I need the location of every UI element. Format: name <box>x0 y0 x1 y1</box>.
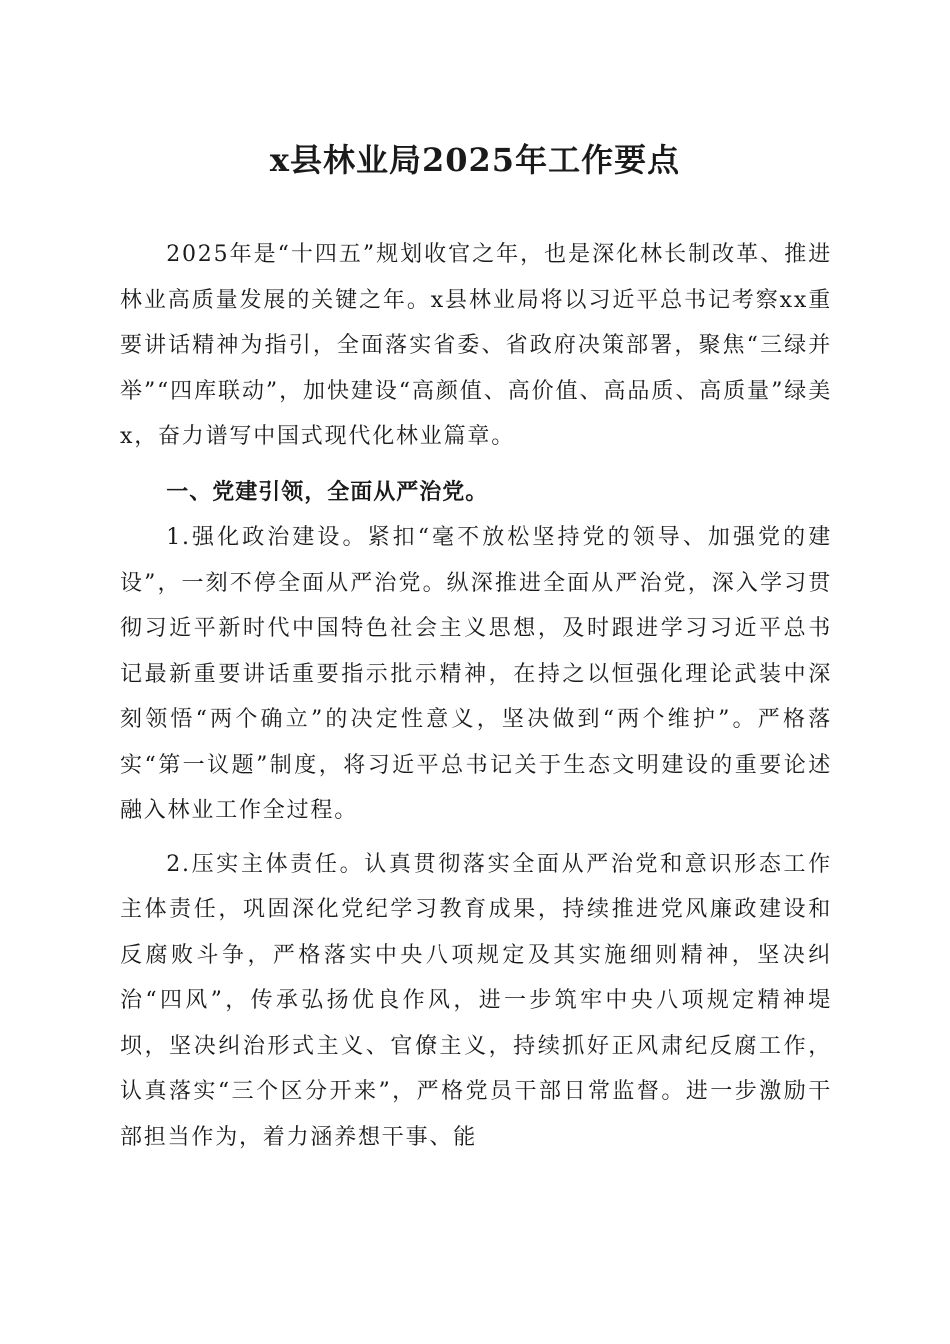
document-title: x县林业局2025年工作要点 <box>269 141 681 179</box>
item-main-responsibility: 2.压实主体责任。认真贯彻落实全面从严治党和意识形态工作主体责任，巩固深化党纪学习教育成果，持续推进党风廉政建设和反腐败斗争，严格落实中央八项规定及其实施细则精神，坚决纠治“四风”，传承弘扬优良作风，进一步筑牢中央八项规定精神堤坝，坚决纠治形式主义、官僚主义，持续抓好正风肃纪反腐工作，认真落实“三个区分开来”，严格党员干部日常监督。进一步激励干部担当作为，着力涵养想干事、能 <box>120 851 832 1150</box>
item-political-construction: 1.强化政治建设。紧扣“毫不放松坚持党的领导、加强党的建设”，一刻不停全面从严治党。纵深推进全面从严治党，深入学习贯彻习近平新时代中国特色社会主义思想，及时跟进学习习近平总书记最新重要讲话重要指示批示精神，在持之以恒强化理论武装中深刻领悟“两个确立”的决定性意义，坚决做到“两个维护”。严格落实“第一议题”制度，将习近平总书记关于生态文明建设的重要论述融入林业工作全过程。 <box>120 525 832 823</box>
intro-paragraph: 2025年是“十四五”规划收官之年，也是深化林长制改革、推进林业高质量发展的关键之年。x县林业局将以习近平总书记考察xx重要讲话精神为指引，全面落实省委、省政府决策部署，聚焦“三绿并举”“四库联动”，加快建设“高颜值、高价值、高品质、高质量”绿美x，奋力谱写中国式现代化林业篇章。 <box>120 242 832 449</box>
document-body <box>120 232 832 1168</box>
section-heading-party-building: 一、党建引领，全面从严治党。 <box>166 479 489 505</box>
